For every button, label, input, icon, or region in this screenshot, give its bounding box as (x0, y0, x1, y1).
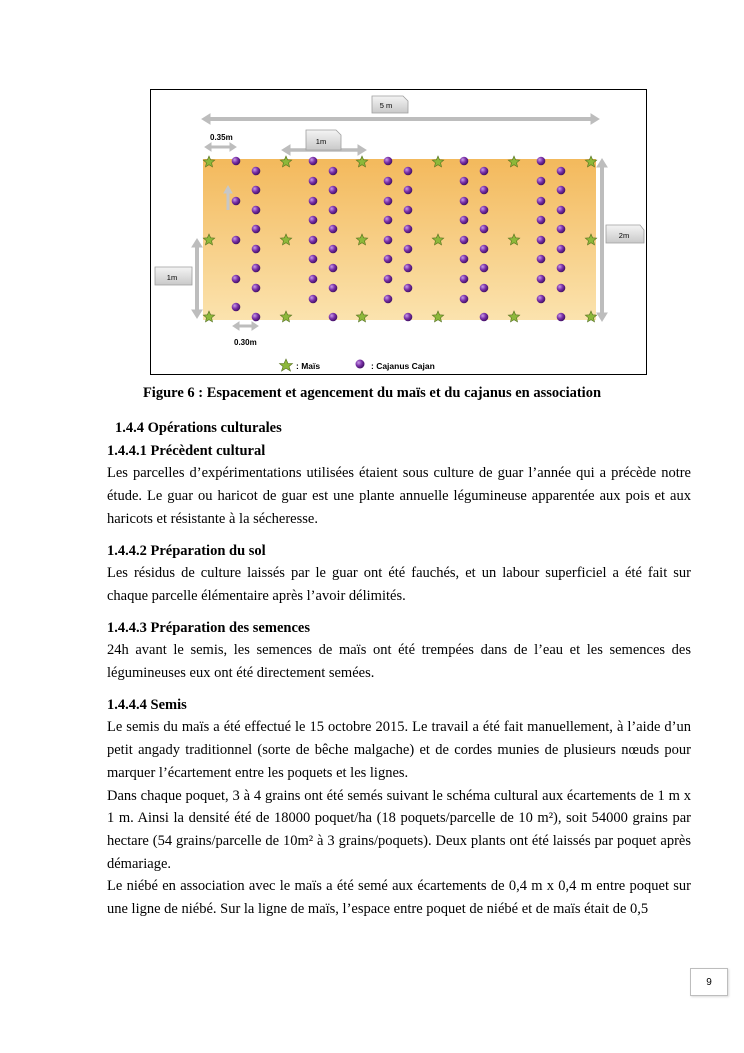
paragraph-1-4-4-4-b: Dans chaque poquet, 3 à 4 grains ont été semés suivant le schéma cultural aux écartements de 1 m x 1 m. Ainsi la densité été de 18000 poquet/ha (18 poquets/parcelle de 10 m²), soit 54000 grains par hectare (54 grains/parcelle de 10m² à 3 grains/poquets). Deux plants ont été laissés par poquet après démariage. (107, 787, 691, 872)
pigeonpea-marker (329, 264, 338, 273)
pigeonpea-marker (460, 197, 469, 206)
paragraph-1-4-4-2: Les résidus de culture laissés par le guar ont été fauchés, et un labour superficiel a été fait sur chaque parcelle élémentaire après l’avoir délimités. (107, 565, 691, 604)
pigeonpea-marker (404, 245, 413, 254)
pigeonpea-marker (309, 157, 318, 166)
pigeonpea-marker (460, 295, 469, 304)
pigeonpea-marker (537, 216, 546, 225)
pigeonpea-marker (329, 206, 338, 215)
section-title-1-4-4-4: 1.4.4.4 Semis (107, 696, 187, 713)
pigeonpea-marker (480, 284, 489, 293)
pigeonpea-marker (557, 206, 566, 215)
pigeonpea-marker (404, 186, 413, 195)
spacing-diagram (150, 89, 647, 375)
pigeonpea-marker (232, 236, 241, 245)
pigeonpea-marker (537, 197, 546, 206)
pigeonpea-marker (309, 216, 318, 225)
pigeonpea-marker (537, 255, 546, 264)
pigeonpea-marker (537, 177, 546, 186)
body-text (107, 417, 691, 921)
left-height-label: 1m (166, 273, 178, 282)
pigeonpea-marker (480, 186, 489, 195)
pigeonpea-marker (384, 197, 393, 206)
pigeonpea-marker (480, 167, 489, 176)
pigeonpea-marker (309, 236, 318, 245)
pigeonpea-marker (537, 236, 546, 245)
pigeonpea-marker (460, 275, 469, 284)
section-title-1-4-4-3: 1.4.4.3 Préparation des semences (107, 619, 310, 636)
pigeonpea-marker (329, 186, 338, 195)
pigeonpea-marker (232, 303, 241, 312)
legend (280, 359, 435, 371)
pigeonpea-marker (252, 225, 261, 234)
pigeonpea-marker (232, 157, 241, 166)
pigeonpea-marker (460, 216, 469, 225)
pigeonpea-marker (480, 225, 489, 234)
pigeonpea-marker (309, 177, 318, 186)
pigeonpea-marker (480, 245, 489, 254)
pigeonpea-marker (384, 157, 393, 166)
pigeonpea-marker (557, 264, 566, 273)
pigeonpea-marker (384, 275, 393, 284)
pigeonpea-marker (404, 225, 413, 234)
pigeonpea-marker (557, 167, 566, 176)
maize-spacing-arrow (205, 143, 236, 151)
page-number: 9 (690, 968, 728, 996)
pigeonpea-marker (252, 186, 261, 195)
maize-legend-icon (280, 359, 293, 371)
pigeonpea-marker (557, 313, 566, 322)
section-title-1-4-4: 1.4.4 Opérations culturales (115, 420, 282, 436)
pigeonpea-marker (309, 255, 318, 264)
pigeonpea-marker (404, 284, 413, 293)
pigeonpea-marker (557, 186, 566, 195)
pigeonpea-marker (329, 225, 338, 234)
pigeonpea-marker (557, 225, 566, 234)
pigeonpea-legend-label: : Cajanus Cajan (371, 361, 435, 371)
pigeonpea-marker (309, 197, 318, 206)
pigeonpea-marker (252, 206, 261, 215)
pigeonpea-marker (384, 295, 393, 304)
paragraph-1-4-4-4-c: Le niébé en association avec le maïs a été semé aux écartements de 0,4 m x 0,4 m entre poquet sur une ligne de niébé. Sur la ligne de maïs, l’espace entre poquet de niébé et de maïs était de 0,5 (107, 878, 691, 918)
pigeonpea-marker (232, 197, 241, 206)
pigeonpea-marker (480, 313, 489, 322)
paragraph-1-4-4-3: 24h avant le semis, les semences de maïs ont été trempées dans de l’eau et les semences des légumineuses eux ont été directement semées. (107, 642, 691, 682)
pigeonpea-spacing-arrow (233, 322, 258, 330)
pigeonpea-legend-icon (356, 360, 365, 369)
pigeonpea-marker (460, 255, 469, 264)
pigeonpea-marker (537, 275, 546, 284)
pigeonpea-marker (460, 177, 469, 186)
pigeonpea-marker (537, 295, 546, 304)
pigeonpea-marker (384, 255, 393, 264)
pigeonpea-marker (384, 236, 393, 245)
pigeonpea-marker (404, 167, 413, 176)
length-arrow (202, 114, 599, 124)
width-label: 2m (618, 231, 630, 240)
pigeonpea-marker (384, 216, 393, 225)
pigeonpea-marker (232, 275, 241, 284)
pigeonpea-marker (384, 177, 393, 186)
pigeonpea-marker (252, 245, 261, 254)
pigeonpea-marker (460, 157, 469, 166)
pigeonpea-marker (537, 157, 546, 166)
pigeonpea-marker (309, 295, 318, 304)
pigeonpea-marker (557, 284, 566, 293)
paragraph-1-4-4-1: Les parcelles d’expérimentations utilisées étaient sous culture de guar l’année qui a précède notre étude. Le guar ou haricot de guar est une plante annuelle légumineuse apparentée aux pois et aux haricots et résistante à la sécheresse. (107, 465, 691, 527)
pigeonpea-marker (252, 167, 261, 176)
maize-spacing-label: 0.35m (210, 133, 233, 142)
pigeonpea-marker (329, 313, 338, 322)
pigeonpea-marker (480, 264, 489, 273)
left-height-arrow (192, 239, 202, 318)
pigeonpea-marker (404, 206, 413, 215)
pigeonpea-marker (557, 245, 566, 254)
length-label: 5 m (379, 101, 393, 110)
figure-caption: Figure 6 : Espacement et agencement du maïs et du cajanus en association (142, 385, 602, 401)
pigeonpea-marker (329, 245, 338, 254)
pigeonpea-marker (404, 264, 413, 273)
paragraph-1-4-4-4-a: Le semis du maïs a été effectué le 15 octobre 2015. Le travail a été fait manuellement, à l’aide d’un petit angady traditionnel (sorte de bêche malgache) et de cordes munies de plusieurs nœuds pour marquer l’écartement entre les poquets et les lignes. (107, 719, 691, 781)
pigeonpea-marker (329, 284, 338, 293)
pigeonpea-spacing-label: 0.30m (234, 338, 257, 347)
pigeonpea-marker (404, 313, 413, 322)
width-arrow (597, 159, 607, 321)
section-title-1-4-4-2: 1.4.4.2 Préparation du sol (107, 542, 266, 559)
pigeonpea-marker (460, 236, 469, 245)
pigeonpea-marker (480, 206, 489, 215)
maize-legend-label: : Maïs (296, 361, 321, 371)
pigeonpea-marker (252, 284, 261, 293)
pigeonpea-marker (309, 275, 318, 284)
pigeonpea-marker (252, 264, 261, 273)
pigeonpea-marker (329, 167, 338, 176)
section-title-1-4-4-1: 1.4.4.1 Précèdent cultural (107, 442, 266, 459)
row-spacing-label: 1m (315, 137, 327, 146)
pigeonpea-marker (252, 313, 261, 322)
